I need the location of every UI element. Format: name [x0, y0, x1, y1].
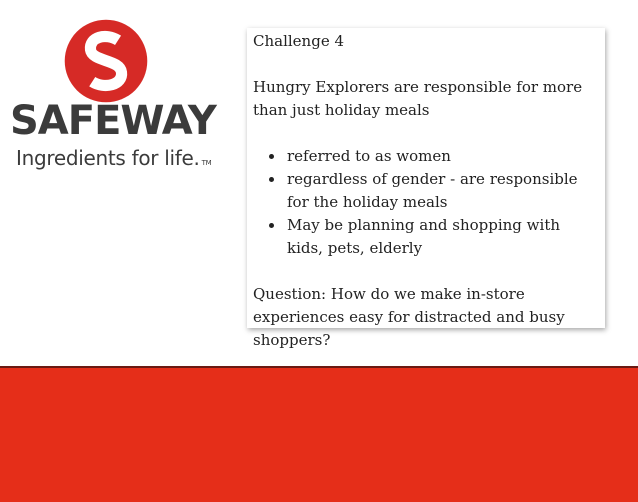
challenge-question: Question: How do we make in-store experiences easy for distracted and busy shoppers?: [253, 285, 565, 349]
logo-tagline: [16, 146, 211, 170]
logo-wordmark: SAFEWAY: [10, 98, 216, 144]
challenge-intro: Hungry Explorers are responsible for more than just holiday meals: [253, 78, 583, 119]
bullet-item: • May be planning and shopping with kids, pets, elderly: [285, 214, 599, 260]
bullet-item: • referred to as women: [285, 145, 599, 168]
safeway-logo: [0, 0, 230, 200]
logo-tagline-text: Ingredients for life.: [16, 146, 200, 170]
trademark-symbol: TM: [201, 159, 212, 167]
challenge-bullet-list: [253, 145, 599, 260]
red-footer-band: [0, 366, 638, 502]
bullet-item: • regardless of gender - are responsible for the holiday meals: [285, 168, 599, 214]
challenge-title: Challenge 4: [253, 32, 345, 50]
challenge-card: [247, 28, 605, 349]
safeway-s-icon: [63, 18, 149, 104]
